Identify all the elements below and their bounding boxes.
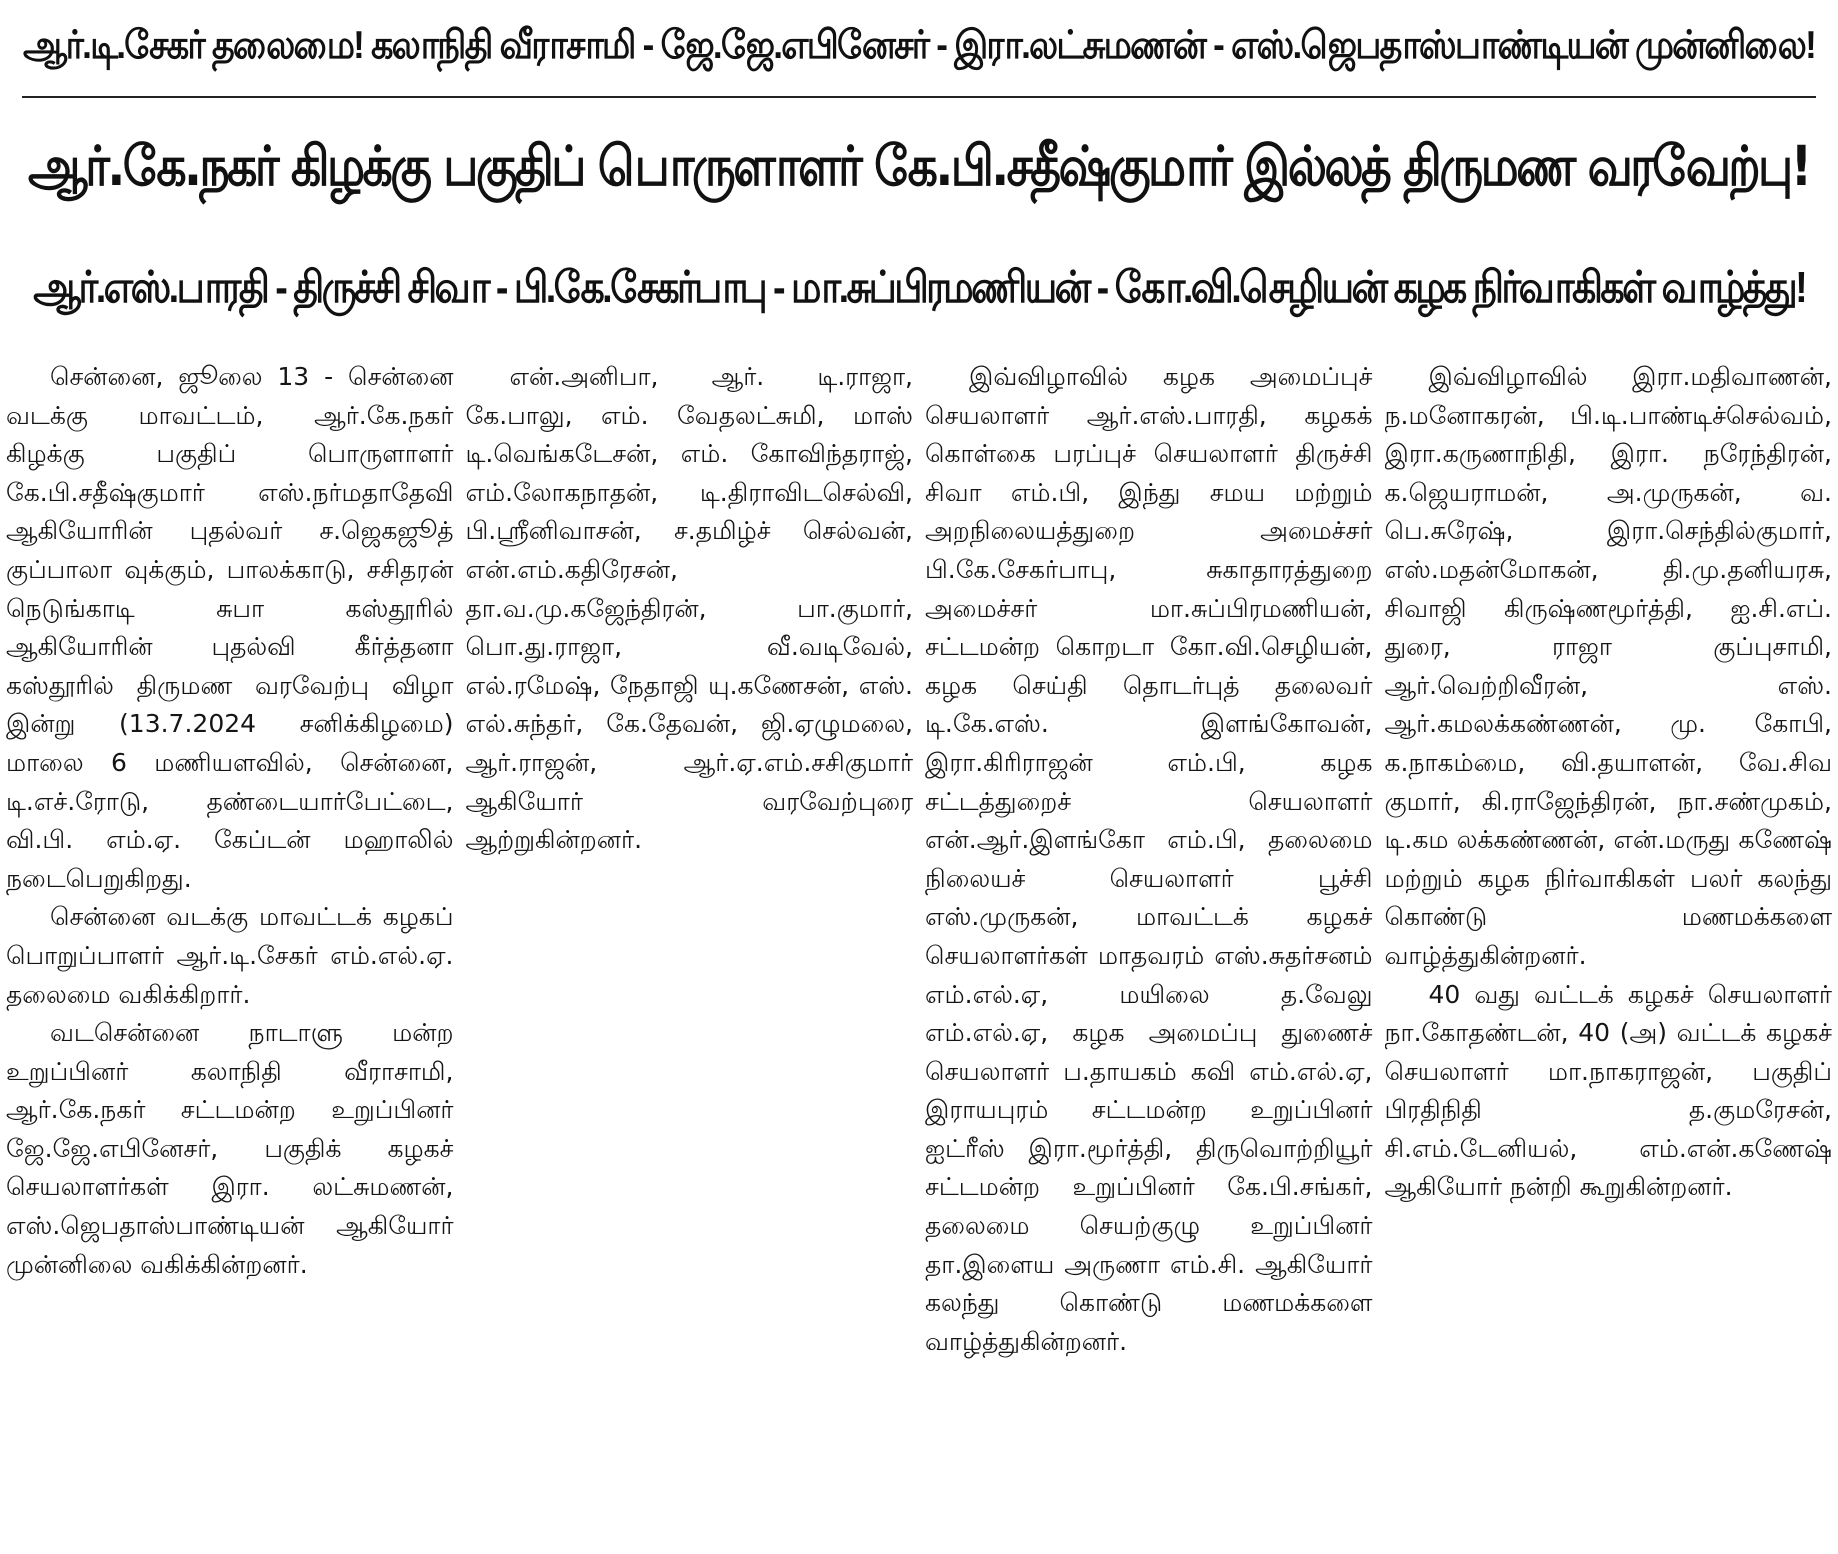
rule-under-kicker	[22, 96, 1816, 98]
column-1	[6, 358, 454, 1548]
paragraph-2: சென்னை வடக்கு மாவட்டக் கழகப் பொறுப்பாளர் ஆர்.டி.சேகர் எம்.எல்.ஏ. தலைமை வகிக்கிறார்.	[6, 902, 454, 1009]
headline-text: ஆர்.கே.நகர் கிழக்கு பகுதிப் பொருளாளர் கே.பி.சதீஷ்குமார் இல்லத் திருமண வரவேற்பு!	[28, 133, 1810, 198]
kicker-line	[23, 8, 1816, 88]
column-4	[1385, 358, 1833, 1548]
paragraph-6: இவ்விழாவில் இரா.மதிவாணன், ந.மனோகரன், பி.டி.பாண்டிச்செல்வம், இரா.கருணாநிதி, இரா. நரேந்திரன், க.ஜெயராமன், அ.முருகன், வ. பெ.சுரேஷ், இரா.செந்தில்குமார், எஸ்.மதன்மோகன், தி.மு.தனியரசு, சிவாஜி கிருஷ்ணமூர்த்தி, ஐ.சி.எப். துரை, ராஜா குப்புசாமி, ஆர்.வெற்றிவீரன், எஸ். ஆர்.கமலக்கண்ணன், மு. கோபி, க.நாகம்மை, வி.தயாளன், வே.சிவ குமார், கி.ராஜேந்திரன், நா.சண்முகம், டி.கம லக்கண்ணன், என்.மருது கணேஷ் மற்றும் கழக நிர்வாகிகள் பலர் கலந்து கொண்டு மணமக்களை வாழ்த்துகின்றனர்.	[1384, 362, 1832, 970]
paragraph-5: இவ்விழாவில் கழக அமைப்புச் செயலாளர் ஆர்.எஸ்.பாரதி, கழகக் கொள்கை பரப்புச் செயலாளர் திருச்சி சிவா எம்.பி, இந்து சமய மற்றும் அறநிலையத்துறை அமைச்சர் பி.கே.சேகர்பாபு, சுகாதாரத்துறை அமைச்சர் மா.சுப்பிரமணியன், சட்டமன்ற கொறடா கோ.வி.செழியன், கழக செய்தி தொடர்புத் தலைவர் டி.கே.எஸ். இளங்கோவன், இரா.கிரிராஜன் எம்.பி, கழக சட்டத்துறைச் செயலாளர் என்.ஆர்.இளங்கோ எம்.பி, தலைமை நிலையச் செயலாளர் பூச்சி எஸ்.முருகன், மாவட்டக் கழகச் செயலாளர்கள் மாதவரம் எஸ்.சுதர்சனம் எம்.எல்.ஏ, மயிலை த.வேலு எம்.எல்.ஏ, கழக அமைப்பு துணைச் செயலாளர் ப.தாயகம் கவி எம்.எல்.ஏ, இராயபுரம் சட்டமன்ற உறுப்பினர் ஐட்ரீஸ் இரா.மூர்த்தி, திருவொற்றியூர் சட்டமன்ற உறுப்பினர் கே.பி.சங்கர், தலைமை செயற்குழு உறுப்பினர் தா.இளைய அருணா எம்.சி. ஆகியோர் கலந்து கொண்டு மணமக்களை வாழ்த்துகின்றனர்.	[925, 362, 1373, 1356]
paragraph-3: வடசென்னை நாடாளு மன்ற உறுப்பினர் கலாநிதி வீராசாமி, ஆர்.கே.நகர் சட்டமன்ற உறுப்பினர் ஜே.ஜே.எபினேசர், பகுதிக் கழகச் செயலாளர்கள் இரா. லட்சுமணன், எஸ்.ஜெபதாஸ்பாண்டியன் ஆகியோர் முன்னிலை வகிக்கின்றனர்.	[6, 1018, 454, 1279]
column-3	[925, 358, 1373, 1548]
headline	[0, 112, 1838, 227]
paragraph-1: சென்னை, ஜூலை 13 - சென்னை வடக்கு மாவட்டம், ஆர்.கே.நகர் கிழக்கு பகுதிப் பொருளாளர் கே.பி.சதீஷ்குமார் எஸ்.நர்மதாதேவி ஆகியோரின் புதல்வர் ச.ஜெகஜூத் குப்பாலா வுக்கும், பாலக்காடு, சசிதரன் நெடுங்காடி சுபா கஸ்தூரில் ஆகியோரின் புதல்வி கீர்த்தனா கஸ்தூரில் திருமண வரவேற்பு விழா இன்று (13.7.2024 சனிக்கிழமை) மாலை 6 மணியளவில், சென்னை, டி.எச்.ரோடு, தண்டையார்பேட்டை, வி.பி. எம்.ஏ. கேப்டன் மஹாலில் நடைபெறுகிறது.	[6, 362, 454, 893]
paragraph-7: 40 வது வட்டக் கழகச் செயலாளர் நா.கோதண்டன், 40 (அ) வட்டக் கழகச் செயலாளர் மா.நாகராஜன், பகுதிப் பிரதிநிதி த.குமரேசன், சி.எம்.டேனியல், எம்.என்.கணேஷ் ஆகியோர் நன்றி கூறுகின்றனர்.	[1384, 979, 1832, 1202]
article-body	[6, 358, 1832, 1548]
subhead-text: ஆர்.எஸ்.பாரதி - திருச்சி சிவா - பி.கே.சேகர்பாபு - மா.சுப்பிரமணியன் - கோ.வி.செழியன் கழக நிர்வாகிகள் வாழ்த்து!	[33, 263, 1805, 312]
kicker-text: ஆர்.டி.சேகர் தலைமை! கலாநிதி வீராசாமி - ஜே.ஜே.எபினேசர் - இரா.லட்சுமணன் - எஸ்.ஜெபதாஸ்பாண்டியன் முன்னிலை!	[23, 23, 1816, 67]
column-2	[466, 358, 914, 1548]
subhead	[0, 232, 1838, 350]
paragraph-4: என்.அனிபா, ஆர். டி.ராஜா, கே.பாலு, எம். வேதலட்சுமி, மாஸ் டி.வெங்கடேசன், எம். கோவிந்தராஜ், எம்.லோகநாதன், டி.திராவிடசெல்வி, பி.ஸ்ரீனிவாசன், ச.தமிழ்ச் செல்வன், என்.எம்.கதிரேசன், தா.வ.மு.கஜேந்திரன், பா.குமார், பொ.து.ராஜா, வீ.வடிவேல், எல்.ரமேஷ், நேதாஜி யு.கணேசன், எஸ். எல்.சுந்தர், கே.தேவன், ஜி.ஏழுமலை, ஆர்.ராஜன், ஆர்.ஏ.எம்.சசிகுமார் ஆகியோர் வரவேற்புரை ஆற்றுகின்றனர்.	[465, 362, 913, 855]
